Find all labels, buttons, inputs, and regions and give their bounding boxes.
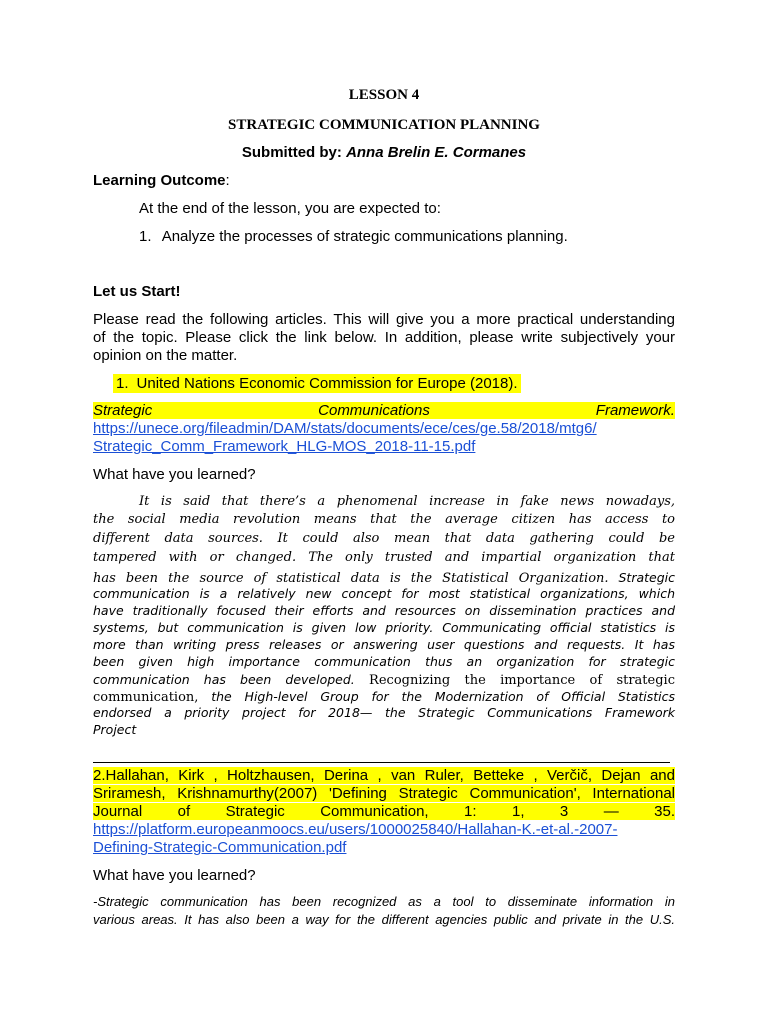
answer-1-line: has been the source of statistical data is the Statistical Organization. Strategic bbox=[93, 570, 675, 586]
answer-1-line: communication is a relatively new concept for most statistical organizations, which bbox=[93, 586, 675, 601]
outcome-item-text: Analyze the processes of strategic communications planning. bbox=[161, 228, 568, 245]
reference-2-line: Journal of Strategic Communication, 1: 1, 3 — 35. bbox=[93, 803, 675, 820]
answer-1-line: endorsed a priority project for 2018— the Strategic Communications Framework bbox=[93, 705, 675, 720]
what-learned-question-1: What have you learned? bbox=[93, 466, 256, 483]
intro-paragraph-line: Please read the following articles. This will give you a more practical understanding bbox=[93, 311, 675, 328]
submitted-label: Submitted by: bbox=[241, 144, 342, 161]
author-name: Anna Brelin E. Cormanes bbox=[346, 144, 527, 161]
outcome-intro: At the end of the lesson, you are expected to: bbox=[139, 200, 441, 217]
lesson-subtitle: STRATEGIC COMMUNICATION PLANNING bbox=[228, 117, 540, 133]
answer-1-line: the social media revolution means that the average citizen has access to bbox=[93, 512, 675, 527]
reference-1-link[interactable]: https://unece.org/fileadmin/DAM/stats/documents/ece/ces/ge.58/2018/mtg6/ bbox=[93, 420, 597, 437]
answer-1-line: been given high importance communication thus an organization for strategic bbox=[93, 654, 675, 669]
lesson-title: LESSON 4 bbox=[348, 87, 420, 103]
answer-1-line: It is said that there’s a phenomenal increase in fake news nowadays, bbox=[139, 494, 675, 509]
submitted-by bbox=[0, 144, 768, 161]
let-us-start-heading: Let us Start! bbox=[93, 283, 181, 300]
answer-1-line: have traditionally focused their efforts and resources on dissemination practices and bbox=[93, 603, 675, 618]
reference-2-line: Sriramesh, Krishnamurthy(2007) 'Defining Strategic Communication', International bbox=[93, 785, 675, 802]
answer-1-line: systems, but communication is given low priority. Communicating official statistics is bbox=[93, 620, 675, 635]
reference-2-link[interactable]: Defining-Strategic-Communication.pdf bbox=[93, 839, 347, 856]
intro-paragraph-line: opinion on the matter. bbox=[93, 347, 238, 364]
outcome-item bbox=[139, 228, 568, 245]
answer-2-line: various areas. It has also been a way for the different agencies public and private in the U.S. bbox=[93, 912, 675, 927]
reference-1-italic-title: Strategic Communications Framework. bbox=[93, 402, 675, 419]
answer-2-line: -Strategic communication has been recognized as a tool to disseminate information in bbox=[93, 894, 675, 909]
reference-1-link[interactable]: Strategic_Comm_Framework_HLG-MOS_2018-11-15.pdf bbox=[93, 438, 476, 455]
learning-outcome-heading: Learning Outcome: bbox=[93, 172, 230, 189]
answer-underline bbox=[93, 762, 670, 763]
reference-2-link[interactable]: https://platform.europeanmoocs.eu/users/1000025840/Hallahan-K.-et-al.-2007- bbox=[93, 821, 618, 838]
answer-1-line: Project bbox=[93, 722, 137, 737]
answer-1-line: different data sources. It could also mean that data gathering could be bbox=[93, 531, 675, 546]
answer-1-line: more than writing press releases or answering user questions and requests. It has bbox=[93, 637, 675, 652]
reference-2-line: 2.Hallahan, Kirk , Holtzhausen, Derina , van Ruler, Betteke , Verčič, Dejan and bbox=[93, 767, 675, 784]
answer-1-line: communication, the High-level Group for the Modernization of Official Statistics bbox=[93, 689, 675, 705]
answer-1-line: tampered with or changed. The only trusted and impartial organization that bbox=[93, 550, 675, 565]
answer-1-line: communication has been developed. Recognizing the importance of strategic bbox=[93, 672, 675, 688]
outcome-item-number: 1. bbox=[139, 228, 152, 245]
reference-1-title: 1. United Nations Economic Commission for Europe (2018). bbox=[113, 374, 521, 393]
what-learned-question-2: What have you learned? bbox=[93, 867, 256, 884]
intro-paragraph-line: of the topic. Please click the link below. In addition, please write subjectively your bbox=[93, 329, 675, 346]
